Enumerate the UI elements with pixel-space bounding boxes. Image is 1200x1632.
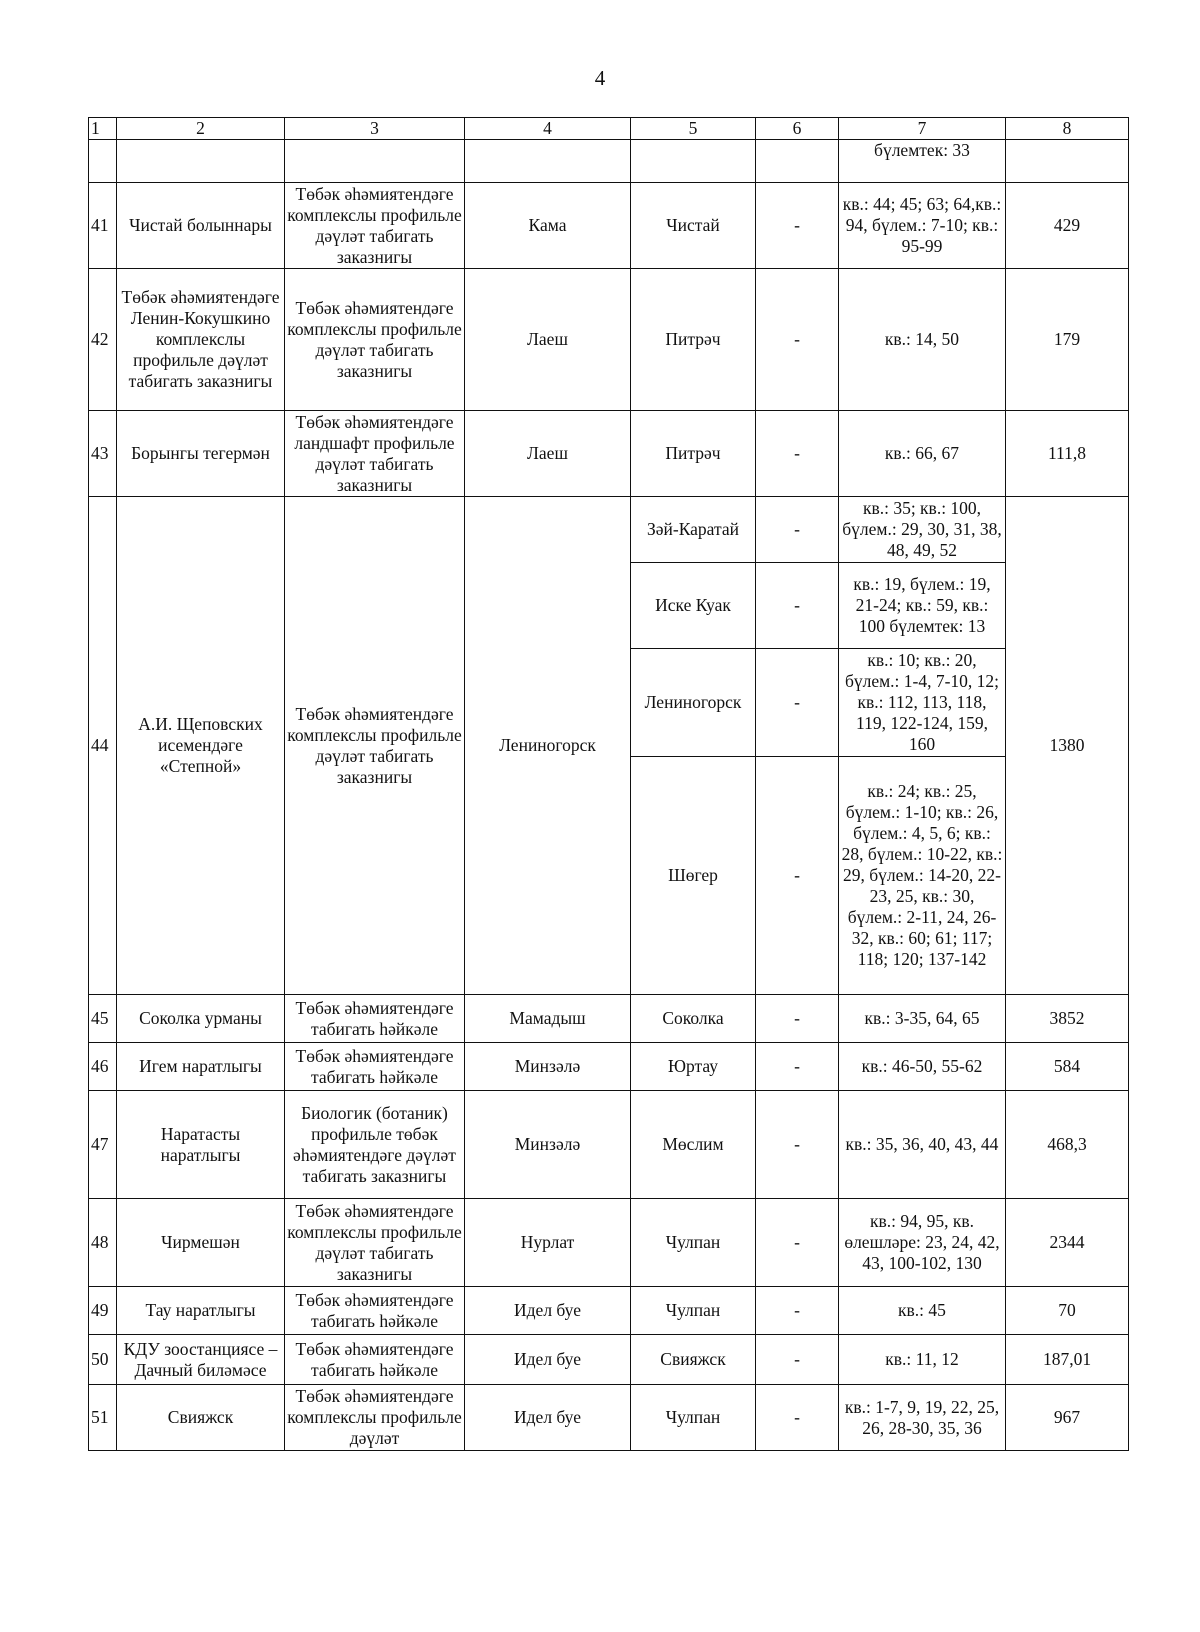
area: 187,01	[1006, 1335, 1129, 1385]
row-number: 43	[89, 411, 117, 497]
area: 1380	[1006, 497, 1129, 995]
table-row	[89, 995, 1129, 1043]
continuation-quarters: бүлемтек: 33	[839, 140, 1006, 183]
quarters: кв.: 35, 36, 40, 43, 44	[839, 1091, 1006, 1199]
row-number: 51	[89, 1385, 117, 1451]
site-name: КДУ зоостанциясе – Дачный биләмәсе	[117, 1335, 285, 1385]
quarters: кв.: 44; 45; 63; 64,кв.: 94, бүлем.: 7-10; кв.: 95-99	[839, 183, 1006, 269]
column-6: -	[756, 1287, 839, 1335]
site-name: А.И. Щеповских исемендәге «Степной»	[117, 497, 285, 995]
forestry: Питрәч	[631, 269, 756, 411]
forestry: Свияжск	[631, 1335, 756, 1385]
site-name: Борынгы тегермән	[117, 411, 285, 497]
site-type: Төбәк әһәмиятендәге табигать һәйкәле	[285, 1043, 465, 1091]
table-row	[89, 1335, 1129, 1385]
header-cell-2: 2	[117, 118, 285, 140]
column-6: -	[756, 1043, 839, 1091]
area: 468,3	[1006, 1091, 1129, 1199]
site-type: Биологик (ботаник) профильле төбәк әһәмиятендәге дәүләт табигать заказнигы	[285, 1091, 465, 1199]
table-row	[89, 1385, 1129, 1451]
district: Кама	[465, 183, 631, 269]
row-number: 50	[89, 1335, 117, 1385]
forestry: Чистай	[631, 183, 756, 269]
forestry: Юртау	[631, 1043, 756, 1091]
column-6: -	[756, 1385, 839, 1451]
quarters: кв.: 94, 95, кв. өлешләре: 23, 24, 42, 43, 100-102, 130	[839, 1199, 1006, 1287]
district: Лаеш	[465, 411, 631, 497]
site-type: Төбәк әһәмиятендәге ландшафт профильле дәүләт табигать заказнигы	[285, 411, 465, 497]
column-6: -	[756, 1335, 839, 1385]
area: 70	[1006, 1287, 1129, 1335]
quarters: кв.: 45	[839, 1287, 1006, 1335]
column-6: -	[756, 995, 839, 1043]
column-6: -	[756, 183, 839, 269]
forestry: Мөслим	[631, 1091, 756, 1199]
district: Идел буе	[465, 1287, 631, 1335]
area: 179	[1006, 269, 1129, 411]
quarters: кв.: 19, бүлем.: 19, 21-24; кв.: 59, кв.: 100 бүлемтек: 13	[839, 563, 1006, 649]
district: Минзәлә	[465, 1091, 631, 1199]
forestry: Чулпан	[631, 1385, 756, 1451]
row-number: 41	[89, 183, 117, 269]
site-name: Наратасты наратлыгы	[117, 1091, 285, 1199]
row-number: 49	[89, 1287, 117, 1335]
forestry: Шөгер	[631, 757, 756, 995]
reserves-table	[88, 117, 1129, 1451]
district: Мамадыш	[465, 995, 631, 1043]
quarters: кв.: 24; кв.: 25, бүлем.: 1-10; кв.: 26, бүлем.: 4, 5, 6; кв.: 28, бүлем.: 10-22, кв.: 29, бүлем.: 14-20, 22-23, 25, кв.: 30, бүлем.: 2-11, 24, 26-32, кв.: 60; 61; 117; 118; 120; 137-142	[839, 757, 1006, 995]
site-type: Төбәк әһәмиятендәге комплекслы профильле дәүләт табигать заказнигы	[285, 497, 465, 995]
header-cell-6: 6	[756, 118, 839, 140]
forestry: Питрәч	[631, 411, 756, 497]
site-type: Төбәк әһәмиятендәге комплекслы профильле дәүләт табигать заказнигы	[285, 269, 465, 411]
quarters: кв.: 14, 50	[839, 269, 1006, 411]
row-number: 48	[89, 1199, 117, 1287]
area: 3852	[1006, 995, 1129, 1043]
site-name: Чирмешән	[117, 1199, 285, 1287]
header-row	[89, 118, 1129, 140]
row-number: 46	[89, 1043, 117, 1091]
district: Минзәлә	[465, 1043, 631, 1091]
forestry: Зәй-Каратай	[631, 497, 756, 563]
forestry: Иске Куак	[631, 563, 756, 649]
row-number: 45	[89, 995, 117, 1043]
forestry: Лениногорск	[631, 649, 756, 757]
column-6: -	[756, 757, 839, 995]
site-name: Свияжск	[117, 1385, 285, 1451]
header-cell-3: 3	[285, 118, 465, 140]
header-cell-5: 5	[631, 118, 756, 140]
table-row	[89, 497, 1129, 563]
column-6: -	[756, 269, 839, 411]
district: Идел буе	[465, 1385, 631, 1451]
row-number: 42	[89, 269, 117, 411]
column-6: -	[756, 411, 839, 497]
table-row	[89, 1091, 1129, 1199]
page-number: 4	[594, 66, 606, 90]
site-name: Игем наратлыгы	[117, 1043, 285, 1091]
site-type: Төбәк әһәмиятендәге табигать һәйкәле	[285, 995, 465, 1043]
table-row	[89, 411, 1129, 497]
table-row	[89, 1287, 1129, 1335]
area: 584	[1006, 1043, 1129, 1091]
continuation-row	[89, 140, 1129, 183]
quarters: кв.: 10; кв.: 20, бүлем.: 1-4, 7-10, 12; кв.: 112, 113, 118, 119, 122-124, 159, 160	[839, 649, 1006, 757]
area: 967	[1006, 1385, 1129, 1451]
quarters: кв.: 35; кв.: 100, бүлем.: 29, 30, 31, 38, 48, 49, 52	[839, 497, 1006, 563]
table-row	[89, 1043, 1129, 1091]
row-number: 47	[89, 1091, 117, 1199]
table-row	[89, 183, 1129, 269]
header-cell-7: 7	[839, 118, 1006, 140]
table-row	[89, 1199, 1129, 1287]
column-6: -	[756, 649, 839, 757]
forestry: Чулпан	[631, 1287, 756, 1335]
column-6: -	[756, 1091, 839, 1199]
quarters: кв.: 11, 12	[839, 1335, 1006, 1385]
header-cell-8: 8	[1006, 118, 1129, 140]
site-type: Төбәк әһәмиятендәге табигать һәйкәле	[285, 1287, 465, 1335]
header-cell-4: 4	[465, 118, 631, 140]
site-type: Төбәк әһәмиятендәге комплекслы профильле дәүләт табигать заказнигы	[285, 183, 465, 269]
district: Идел буе	[465, 1335, 631, 1385]
column-6: -	[756, 497, 839, 563]
area: 429	[1006, 183, 1129, 269]
quarters: кв.: 3-35, 64, 65	[839, 995, 1006, 1043]
site-name: Төбәк әһәмиятендәге Ленин-Кокушкино комплекслы профильле дәүләт табигать заказнигы	[117, 269, 285, 411]
district: Лаеш	[465, 269, 631, 411]
district: Нурлат	[465, 1199, 631, 1287]
table-row	[89, 269, 1129, 411]
quarters: кв.: 46-50, 55-62	[839, 1043, 1006, 1091]
column-6: -	[756, 1199, 839, 1287]
row-number: 44	[89, 497, 117, 995]
column-6: -	[756, 563, 839, 649]
quarters: кв.: 1-7, 9, 19, 22, 25, 26, 28-30, 35, 36	[839, 1385, 1006, 1451]
site-name: Чистай болыннары	[117, 183, 285, 269]
site-type: Төбәк әһәмиятендәге комплекслы профильле дәүләт	[285, 1385, 465, 1451]
forestry: Чулпан	[631, 1199, 756, 1287]
site-name: Тау наратлыгы	[117, 1287, 285, 1335]
area: 2344	[1006, 1199, 1129, 1287]
site-type: Төбәк әһәмиятендәге комплекслы профильле дәүләт табигать заказнигы	[285, 1199, 465, 1287]
area: 111,8	[1006, 411, 1129, 497]
site-name: Соколка урманы	[117, 995, 285, 1043]
header-cell-1: 1	[89, 118, 117, 140]
forestry: Соколка	[631, 995, 756, 1043]
district: Лениногорск	[465, 497, 631, 995]
site-type: Төбәк әһәмиятендәге табигать һәйкәле	[285, 1335, 465, 1385]
quarters: кв.: 66, 67	[839, 411, 1006, 497]
